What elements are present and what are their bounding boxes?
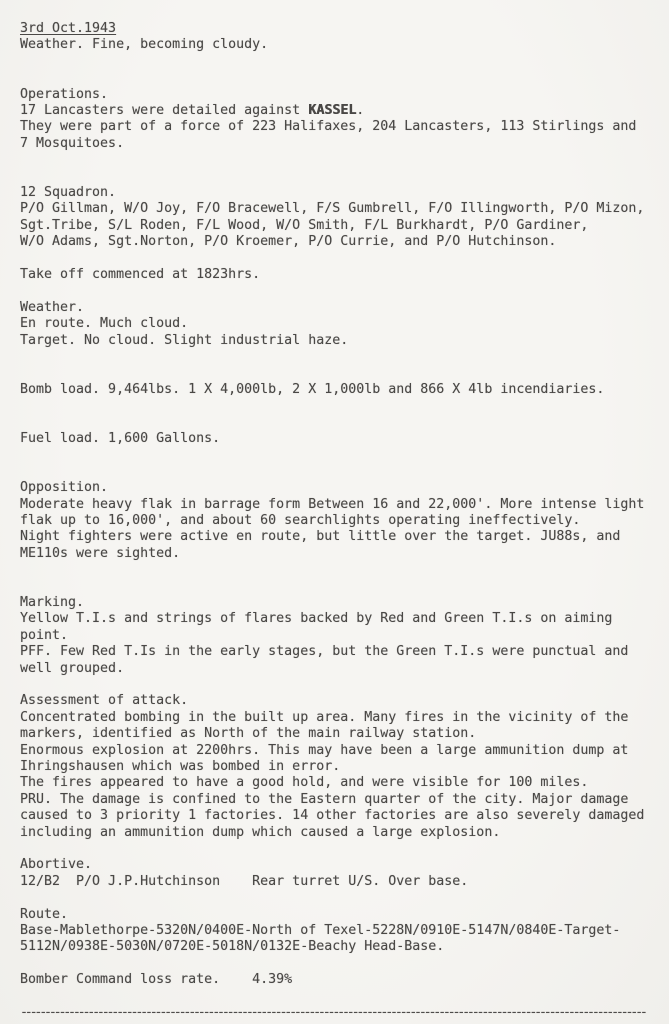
line-text: Weather. Fine, becoming cloudy. bbox=[20, 37, 269, 53]
line-text: 12 Squadron. bbox=[20, 185, 117, 200]
document-line bbox=[20, 989, 655, 1005]
document-line bbox=[20, 251, 655, 267]
line-text: point. bbox=[20, 627, 69, 643]
document-line bbox=[20, 152, 655, 168]
line-text: Bomber Command loss rate. 4.39% bbox=[20, 972, 293, 988]
document-line bbox=[20, 283, 655, 299]
document-line bbox=[20, 562, 655, 578]
line-text: En route. Much cloud. bbox=[20, 316, 189, 332]
line-text: Weather. bbox=[20, 299, 85, 315]
document-line bbox=[20, 907, 655, 923]
line-text: ---------------------------------------------------------------------------------------------------------------------------------- bbox=[20, 1005, 645, 1021]
document-line bbox=[20, 365, 655, 381]
document-line bbox=[20, 54, 655, 70]
document-line bbox=[20, 218, 655, 234]
line-text: W/O Adams, Sgt.Norton, P/O Kroemer, P/O Currie, and P/O Hutchinson. bbox=[20, 234, 557, 250]
line-text: . bbox=[356, 103, 365, 118]
document-line bbox=[20, 972, 655, 988]
line-text: Night fighters were active en route, but little over the target. JU88s, and bbox=[20, 529, 621, 545]
document-line bbox=[20, 447, 655, 463]
document-line bbox=[20, 513, 655, 529]
document-line bbox=[20, 169, 655, 185]
line-text: 7 Mosquitoes. bbox=[20, 135, 125, 151]
document-line bbox=[20, 808, 655, 824]
line-text: Operations. bbox=[20, 86, 109, 102]
line-text: PFF. Few Red T.Is in the early stages, but the Green T.I.s were punctual and bbox=[20, 644, 629, 660]
line-text: flak up to 16,000', and about 60 searchlights operating ineffectively. bbox=[20, 513, 581, 528]
line-text: Base-Mablethorpe-5320N/0400E-North of Texel-5228N/0910E-5147N/0840E-Target- bbox=[20, 923, 621, 939]
document-line bbox=[20, 841, 655, 857]
document-line bbox=[20, 874, 655, 890]
line-text: PRU. The damage is confined to the Eastern quarter of the city. Major damage bbox=[20, 791, 629, 807]
document-line bbox=[20, 349, 655, 365]
line-text: Opposition. bbox=[20, 480, 109, 496]
document-line bbox=[20, 628, 655, 644]
document-line bbox=[20, 825, 655, 841]
document-line bbox=[20, 497, 655, 513]
document-line bbox=[20, 87, 655, 103]
document-line bbox=[20, 923, 655, 939]
document-line bbox=[20, 333, 655, 349]
document-line bbox=[20, 415, 655, 431]
line-text: The fires appeared to have a good hold, and were visible for 100 miles. bbox=[20, 775, 589, 791]
document-line bbox=[20, 300, 655, 316]
target-city-emphasis: KASSEL bbox=[308, 103, 357, 118]
document-line bbox=[20, 267, 655, 283]
document-line bbox=[20, 759, 655, 775]
line-text: Concentrated bombing in the built up area. Many fires in the vicinity of the bbox=[20, 709, 629, 725]
document-line bbox=[20, 136, 655, 152]
typed-divider-line bbox=[20, 1005, 652, 1021]
document-line bbox=[20, 890, 655, 906]
line-text: markers, identified as North of the main railway station. bbox=[20, 726, 477, 742]
document-line bbox=[20, 70, 655, 86]
document-line bbox=[20, 857, 655, 873]
line-text: Enormous explosion at 2200hrs. This may have been a large ammunition dump at bbox=[20, 742, 629, 758]
document-line bbox=[20, 103, 655, 119]
document-line bbox=[20, 579, 655, 595]
line-text: Take off commenced at 1823hrs. bbox=[20, 267, 261, 283]
document-line bbox=[20, 743, 655, 759]
line-text: including an ammunition dump which caused a large explosion. bbox=[20, 824, 501, 840]
line-text: P/O Gillman, W/O Joy, F/O Bracewell, F/S Gumbrell, F/O Illingworth, P/O Mizon, bbox=[20, 201, 645, 217]
document-line bbox=[20, 529, 655, 545]
document-line bbox=[20, 480, 655, 496]
line-text: 3rd Oct.1943 bbox=[20, 21, 117, 36]
line-text: Fuel load. 1,600 Gallons. bbox=[20, 431, 221, 446]
line-text: Sgt.Tribe, S/L Roden, F/L Wood, W/O Smith, F/L Burkhardt, P/O Gardiner, bbox=[20, 217, 589, 233]
line-text: They were part of a force of 223 Halifaxes, 204 Lancasters, 113 Stirlings and bbox=[20, 119, 637, 135]
line-text: Marking. bbox=[20, 595, 85, 610]
line-text: Yellow T.I.s and strings of flares backed by Red and Green T.I.s on aiming bbox=[20, 611, 613, 627]
document-line bbox=[20, 710, 655, 726]
line-text: Moderate heavy flak in barrage form Between 16 and 22,000'. More intense light bbox=[20, 496, 645, 512]
line-text: Route. bbox=[20, 906, 69, 922]
date-heading bbox=[20, 21, 655, 37]
document-line bbox=[20, 775, 655, 791]
document-line bbox=[20, 37, 655, 53]
line-text: well grouped. bbox=[20, 660, 125, 676]
document-line bbox=[20, 693, 655, 709]
document-line bbox=[20, 939, 655, 955]
document-line bbox=[20, 398, 655, 414]
line-text: Bomb load. 9,464lbs. 1 X 4,000lb, 2 X 1,000lb and 866 X 4lb incendiaries. bbox=[20, 381, 605, 397]
line-text: 17 Lancasters were detailed against bbox=[20, 103, 309, 118]
document-line bbox=[20, 185, 655, 201]
document-line bbox=[20, 661, 655, 677]
document-line bbox=[20, 956, 655, 972]
line-text: Target. No cloud. Slight industrial haze. bbox=[20, 332, 349, 348]
document-line bbox=[20, 316, 655, 332]
line-text: Ihringshausen which was bombed in error. bbox=[20, 759, 341, 775]
document-line bbox=[20, 431, 655, 447]
document-line bbox=[20, 595, 655, 611]
document-line bbox=[20, 546, 655, 562]
document-line bbox=[20, 726, 655, 742]
line-text: ME110s were sighted. bbox=[20, 545, 181, 561]
line-text: 12/B2 P/O J.P.Hutchinson Rear turret U/S. Over base. bbox=[20, 873, 469, 889]
document-line bbox=[20, 677, 655, 693]
document-line bbox=[20, 201, 655, 217]
document-line bbox=[20, 611, 655, 627]
line-text: caused to 3 priority 1 factories. 14 other factories are also severely damaged bbox=[20, 808, 645, 824]
document-line bbox=[20, 234, 655, 250]
line-text: Abortive. bbox=[20, 857, 93, 873]
document-line bbox=[20, 464, 655, 480]
document-line bbox=[20, 644, 655, 660]
document-line bbox=[20, 792, 655, 808]
document-line bbox=[20, 382, 655, 398]
line-text: 5112N/0938E-5030N/0720E-5018N/0132E-Beachy Head-Base. bbox=[20, 939, 445, 955]
line-text: Assessment of attack. bbox=[20, 693, 189, 709]
document-line bbox=[20, 119, 655, 135]
